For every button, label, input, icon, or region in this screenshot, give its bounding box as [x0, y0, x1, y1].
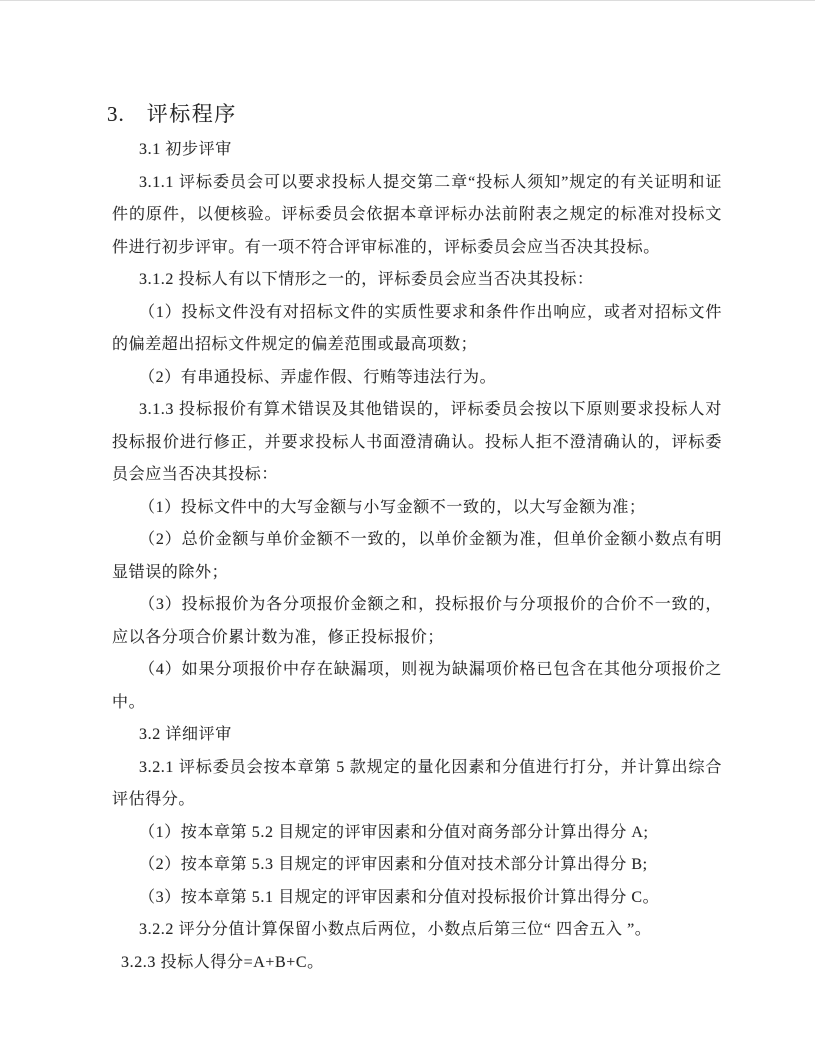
clause-3-2-1: 3.2.1 评标委员会按本章第 5 款规定的量化因素和分值进行打分，并计算出综合评估得分。	[112, 758, 722, 808]
page-top-edge-line	[0, 0, 815, 1]
section-number: 3.	[107, 102, 125, 126]
clause-3-1-1: 3.1.1 评标委员会可以要求投标人提交第二章“投标人须知”规定的有关证明和证件的原件，以便核验。评标委员会依据本章评标办法前附表之规定的标准对投标文件进行初步评审。有一项不符合评审标准的，评标委员会应当否决其投标。	[112, 173, 722, 256]
section-heading	[107, 102, 815, 126]
section-title: 评标程序	[146, 102, 237, 126]
clause-3-1-2-item-2: （2）有串通投标、弄虚作假、行贿等违法行为。	[139, 368, 497, 386]
clause-3-2-1-item-2: （2）按本章第 5.3 目规定的评审因素和分值对技术部分计算出得分 B;	[139, 856, 648, 873]
clause-3-1-3-item-2: （2）总价金额与单价金额不一致的，以单价金额为准，但单价金额小数点有明显错误的除外；	[112, 531, 722, 581]
clause-3-2-1-item-1: （1）按本章第 5.2 目规定的评审因素和分值对商务部分计算出得分 A;	[139, 823, 649, 841]
clause-3-1-3-item-3: （3）投标报价为各分项报价金额之和，投标报价与分项报价的合价不一致的，应以各分项合价累计数为准，修正投标报价；	[112, 596, 722, 646]
clause-3-2-3: 3.2.3 投标人得分=A+B+C。	[121, 953, 324, 971]
clause-3-1-3-item-1: （1）投标文件中的大写金额与小写金额不一致的，以大写金额为准；	[139, 498, 646, 516]
clause-3-1-2-item-1: （1）投标文件没有对招标文件的实质性要求和条件作出响应，或者对招标文件的偏差超出招标文件规定的偏差范围或最高项数；	[112, 303, 722, 353]
clause-3-1: 3.1 初步评审	[139, 141, 232, 158]
clause-3-2-2: 3.2.2 评分分值计算保留小数点后两位，小数点后第三位“ 四舍五入 ”。	[139, 921, 652, 938]
clause-3-1-2: 3.1.2 投标人有以下情形之一的，评标委员会应当否决其投标：	[139, 271, 594, 288]
document-body	[112, 134, 722, 979]
clause-3-2: 3.2 详细评审	[139, 726, 232, 743]
clause-3-1-3: 3.1.3 投标报价有算术错误及其他错误的，评标委员会按以下原则要求投标人对投标报价进行修正，并要求投标人书面澄清确认。投标人拒不澄清确认的，评标委员会应当否决其投标：	[112, 401, 722, 483]
clause-3-2-1-item-3: （3）按本章第 5.1 目规定的评审因素和分值对投标报价计算出得分 C。	[139, 888, 660, 906]
clause-3-1-3-item-4: （4）如果分项报价中存在缺漏项，则视为缺漏项价格已包含在其他分项报价之中。	[112, 661, 722, 711]
